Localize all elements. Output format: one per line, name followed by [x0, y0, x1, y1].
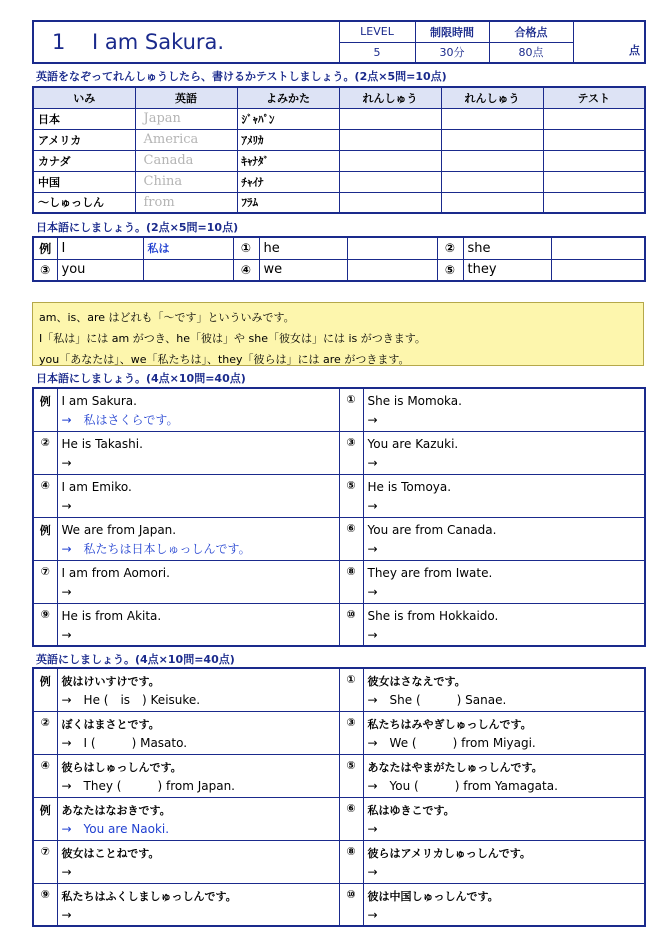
item-label: ⑧ — [339, 840, 363, 883]
practice-cell[interactable] — [339, 150, 441, 171]
practice-cell[interactable] — [441, 129, 543, 150]
page-title — [33, 21, 339, 63]
worksheet-header — [32, 20, 646, 64]
exercise-row — [33, 603, 645, 646]
item-label: 例 — [33, 388, 57, 431]
exercise-row — [33, 711, 645, 754]
exercise-item[interactable] — [363, 840, 645, 883]
exercise-prompt: He is Tomoya. — [367, 479, 452, 494]
reading-cell: ﾌﾗﾑ — [237, 192, 339, 213]
exercise-item[interactable] — [57, 711, 339, 754]
exercise-prompt: 彼らはアメリカしゅっしんです。 — [367, 846, 531, 860]
exercise-item[interactable] — [57, 560, 339, 603]
exercise-prompt: 彼はけいすけです。 — [61, 675, 160, 688]
exercise-row — [33, 754, 645, 797]
exercise-answer[interactable]: → He ( is ) Keisuke. — [61, 693, 201, 707]
exercise-answer[interactable]: → — [367, 907, 378, 922]
note-line: am、is、are はどれも「～です」といういみです。 — [39, 311, 295, 324]
item-label: ① — [233, 237, 259, 259]
exercise-row — [33, 560, 645, 603]
note-line: you「あなたは」、we「私たちは」、they「彼らは」には are がつきます。 — [39, 353, 410, 366]
exercise-item[interactable] — [57, 431, 339, 474]
item-label: 例 — [33, 668, 57, 711]
exercise-item[interactable] — [57, 388, 339, 431]
exercise-answer[interactable]: → We ( ) from Miyagi. — [367, 735, 536, 750]
exercise-prompt: ぼくはまさとです。 — [61, 717, 160, 731]
trace-word: Japan — [135, 108, 237, 129]
answer-cell[interactable] — [551, 259, 645, 281]
exercise-answer[interactable]: → — [61, 864, 72, 879]
exercise-item[interactable] — [363, 560, 645, 603]
reading-cell: ｷｬﾅﾀﾞ — [237, 150, 339, 171]
test-cell[interactable] — [543, 171, 645, 192]
reading-cell: ｼﾞｬﾊﾟﾝ — [237, 108, 339, 129]
item-label: ① — [339, 668, 363, 711]
meaning-cell: 日本 — [33, 108, 135, 129]
exercise-answer[interactable]: → 私はさくらです。 — [61, 413, 179, 427]
vocab-instruction: 英語をなぞってれんしゅうしたら、書けるかテストしましょう。(2点×5問=10点) — [36, 70, 447, 83]
exercise-answer[interactable]: → 私たちは日本しゅっしんです。 — [61, 541, 251, 556]
test-cell[interactable] — [543, 129, 645, 150]
exercise-item[interactable] — [363, 474, 645, 517]
exercise-answer[interactable]: → They ( ) from Japan. — [61, 778, 235, 793]
exercise-prompt: You are from Canada. — [367, 522, 497, 537]
exercise-answer[interactable]: → — [367, 455, 378, 470]
practice-cell[interactable] — [339, 129, 441, 150]
item-label: ⑩ — [339, 883, 363, 926]
lesson-number: 1 — [52, 30, 66, 54]
vocab-row — [33, 129, 645, 150]
exercise-prompt: They are from Iwate. — [367, 565, 493, 580]
exercise-prompt: 私はゆきこです。 — [367, 803, 455, 817]
exercise-item[interactable] — [57, 474, 339, 517]
item-label: ⑤ — [437, 259, 463, 281]
exercise-prompt: あなたはなおきです。 — [61, 803, 171, 817]
exercise-prompt: I am Sakura. — [61, 394, 137, 408]
to-japanese-instruction: 日本語にしましょう。(4点×10問=40点) — [36, 372, 246, 385]
item-label: ⑥ — [339, 797, 363, 840]
item-label: ③ — [339, 431, 363, 474]
exercise-prompt: He is from Akita. — [61, 608, 162, 623]
item-label: ⑤ — [339, 474, 363, 517]
vocab-row — [33, 108, 645, 129]
column-header: テスト — [543, 87, 645, 108]
trace-word: China — [135, 171, 237, 192]
exercise-answer[interactable]: → — [367, 864, 378, 879]
meaning-cell: カナダ — [33, 150, 135, 171]
exercise-prompt: I am Emiko. — [61, 479, 132, 494]
exercise-prompt: 彼らはしゅっしんです。 — [61, 760, 182, 774]
trace-word: Canada — [135, 150, 237, 171]
item-label: ⑨ — [33, 883, 57, 926]
exercise-prompt: あなたはやまがたしゅっしんです。 — [367, 760, 543, 774]
to-english-instruction: 英語にしましょう。(4点×10問=40点) — [36, 653, 235, 666]
column-header: れんしゅう — [441, 87, 543, 108]
reading-cell: ｱﾒﾘｶ — [237, 129, 339, 150]
practice-cell[interactable] — [441, 192, 543, 213]
item-label: 例 — [33, 797, 57, 840]
answer-cell[interactable] — [143, 259, 233, 281]
item-label: ① — [339, 388, 363, 431]
exercise-item[interactable] — [57, 668, 339, 711]
pronoun-word: we — [259, 259, 347, 281]
exercise-prompt: 私たちはみやぎしゅっしんです。 — [367, 717, 532, 731]
exercise-item[interactable] — [363, 797, 645, 840]
exercise-row — [33, 517, 645, 560]
exercise-prompt: 彼女はさなえです。 — [367, 675, 466, 688]
exercise-row — [33, 883, 645, 926]
practice-cell[interactable] — [441, 171, 543, 192]
exercise-item[interactable] — [363, 754, 645, 797]
time-label: 制限時間 — [415, 21, 489, 42]
exercise-answer[interactable]: → — [61, 498, 72, 513]
vocab-header-row — [33, 87, 645, 108]
trace-word: from — [135, 192, 237, 213]
lesson-title: I am Sakura. — [92, 30, 225, 54]
exercise-answer[interactable]: → I ( ) Masato. — [61, 735, 188, 750]
item-label: ⑤ — [339, 754, 363, 797]
exercise-answer[interactable]: → — [367, 413, 378, 427]
exercise-item[interactable] — [57, 517, 339, 560]
pass-value: 80点 — [489, 42, 573, 63]
item-label: ③ — [339, 711, 363, 754]
exercise-item[interactable] — [363, 711, 645, 754]
grammar-note — [32, 302, 644, 366]
pronoun-row — [33, 259, 645, 281]
exercise-answer[interactable]: → — [61, 627, 72, 642]
practice-cell[interactable] — [339, 171, 441, 192]
vocab-row — [33, 150, 645, 171]
test-cell[interactable] — [543, 150, 645, 171]
exercise-prompt: 彼は中国しゅっしんです。 — [367, 889, 499, 903]
exercise-prompt: 私たちはふくしましゅっしんです。 — [61, 889, 237, 903]
exercise-prompt: He is Takashi. — [61, 436, 143, 451]
pronoun-word: I — [57, 237, 143, 259]
note-line: I「私は」には am がつき、he「彼は」や she「彼女は」には is がつきます。 — [39, 332, 426, 345]
exercise-row — [33, 797, 645, 840]
practice-cell[interactable] — [339, 108, 441, 129]
item-label: ⑦ — [33, 840, 57, 883]
item-label: ③ — [33, 259, 57, 281]
exercise-item[interactable] — [57, 840, 339, 883]
item-label: 例 — [33, 517, 57, 560]
meaning-cell: アメリカ — [33, 129, 135, 150]
level-label: LEVEL — [339, 21, 415, 42]
exercise-item[interactable] — [57, 883, 339, 926]
to-japanese-table — [32, 387, 646, 647]
answer-cell[interactable] — [347, 259, 437, 281]
exercise-item[interactable] — [363, 883, 645, 926]
item-label: ⑩ — [339, 603, 363, 646]
exercise-answer[interactable]: → She ( ) Sanae. — [367, 693, 507, 707]
exercise-prompt: She is from Hokkaido. — [367, 608, 499, 623]
exercise-row — [33, 474, 645, 517]
exercise-item[interactable] — [363, 431, 645, 474]
exercise-row — [33, 431, 645, 474]
pronoun-word: they — [463, 259, 551, 281]
pronoun-word: you — [57, 259, 143, 281]
item-label: ② — [437, 237, 463, 259]
exercise-row — [33, 840, 645, 883]
item-label: ⑥ — [339, 517, 363, 560]
pronoun-table — [32, 236, 646, 282]
pronoun-word: he — [259, 237, 347, 259]
exercise-answer[interactable]: → — [367, 821, 378, 836]
score-box[interactable]: 点 — [573, 21, 645, 63]
pronoun-instruction: 日本語にしましょう。(2点×5問=10点) — [36, 221, 239, 234]
exercise-prompt: 彼女はことねです。 — [61, 846, 160, 860]
practice-cell[interactable] — [441, 108, 543, 129]
exercise-row — [33, 388, 645, 431]
trace-word: America — [135, 129, 237, 150]
test-cell[interactable] — [543, 108, 645, 129]
exercise-answer[interactable]: → — [61, 455, 72, 470]
exercise-item[interactable] — [363, 388, 645, 431]
item-label: ⑧ — [339, 560, 363, 603]
exercise-item[interactable] — [363, 517, 645, 560]
exercise-prompt: You are Kazuki. — [367, 436, 459, 451]
exercise-answer[interactable]: → — [61, 907, 72, 922]
pronoun-word: she — [463, 237, 551, 259]
time-value: 30分 — [415, 42, 489, 63]
exercise-answer[interactable]: → You are Naoki. — [61, 821, 170, 836]
column-header: 英語 — [135, 87, 237, 108]
meaning-cell: ～しゅっしん — [33, 192, 135, 213]
answer-cell[interactable] — [347, 237, 437, 259]
exercise-answer[interactable]: → — [367, 541, 378, 556]
exercise-answer[interactable]: → You ( ) from Yamagata. — [367, 778, 558, 793]
column-header: いみ — [33, 87, 135, 108]
item-label: ② — [33, 431, 57, 474]
item-label: ② — [33, 711, 57, 754]
item-label: ④ — [233, 259, 259, 281]
exercise-answer[interactable]: → — [367, 584, 378, 599]
answer-cell[interactable]: 私は — [143, 237, 233, 259]
exercise-item[interactable] — [57, 797, 339, 840]
item-label: ⑦ — [33, 560, 57, 603]
item-label: ④ — [33, 754, 57, 797]
item-label: ⑨ — [33, 603, 57, 646]
practice-cell[interactable] — [339, 192, 441, 213]
exercise-answer[interactable]: → — [367, 627, 378, 642]
item-label: ④ — [33, 474, 57, 517]
test-cell[interactable] — [543, 192, 645, 213]
column-header: よみかた — [237, 87, 339, 108]
meaning-cell: 中国 — [33, 171, 135, 192]
vocab-table — [32, 86, 646, 214]
exercise-prompt: She is Momoka. — [367, 394, 462, 408]
answer-cell[interactable] — [551, 237, 645, 259]
exercise-item[interactable] — [57, 754, 339, 797]
vocab-row — [33, 192, 645, 213]
practice-cell[interactable] — [441, 150, 543, 171]
pronoun-row — [33, 237, 645, 259]
level-value: 5 — [339, 42, 415, 63]
exercise-prompt: We are from Japan. — [61, 522, 177, 537]
item-label: 例 — [33, 237, 57, 259]
exercise-row — [33, 668, 645, 711]
exercise-item[interactable] — [363, 603, 645, 646]
reading-cell: ﾁｬｲﾅ — [237, 171, 339, 192]
exercise-answer[interactable]: → — [367, 498, 378, 513]
exercise-item[interactable] — [363, 668, 645, 711]
exercise-answer[interactable]: → — [61, 584, 72, 599]
exercise-prompt: I am from Aomori. — [61, 565, 170, 580]
vocab-row — [33, 171, 645, 192]
to-english-table — [32, 667, 646, 927]
column-header: れんしゅう — [339, 87, 441, 108]
pass-label: 合格点 — [489, 21, 573, 42]
exercise-item[interactable] — [57, 603, 339, 646]
